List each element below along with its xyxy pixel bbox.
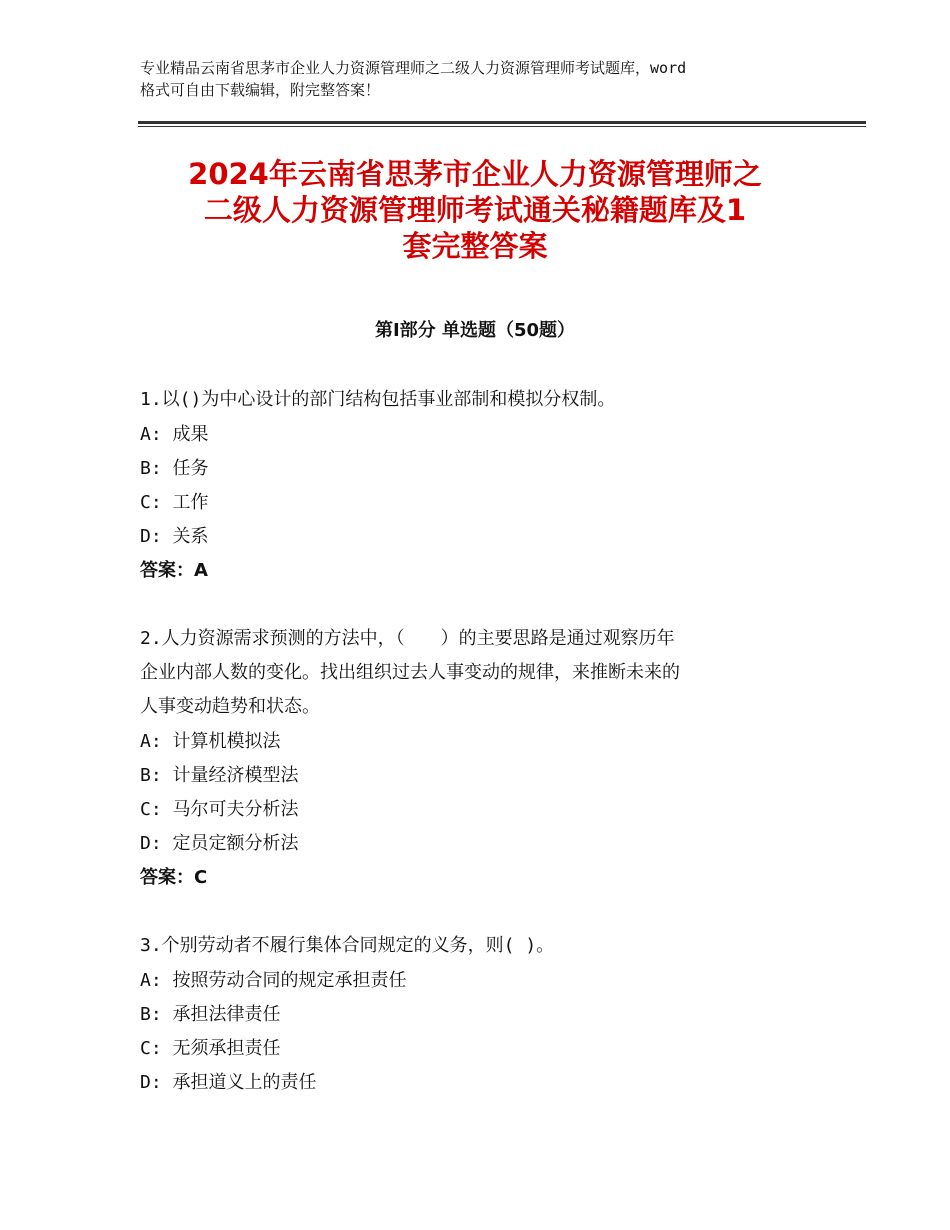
header-note-line: 专业精品云南省思茅市企业人力资源管理师之二级人力资源管理师考试题库，word <box>140 59 687 77</box>
question-stem: 1.以()为中心设计的部门结构包括事业部制和模拟分权制。 <box>140 389 616 410</box>
option-b: B: 计量经济模型法 <box>140 765 299 786</box>
option-c: C: 马尔可夫分析法 <box>140 799 299 820</box>
option-a: A: 按照劳动合同的规定承担责任 <box>140 970 407 991</box>
question-stem: 企业内部人数的变化。找出组织过去人事变动的规律，来推断未来的 <box>140 662 680 683</box>
question-stem: 人事变动趋势和状态。 <box>140 696 320 717</box>
header-note-line: 格式可自由下载编辑，附完整答案！ <box>140 81 381 99</box>
option-d: D: 定员定额分析法 <box>140 833 299 854</box>
option-c: C: 无须承担责任 <box>140 1038 281 1059</box>
header-divider <box>138 121 866 124</box>
title-line: 2024年云南省思茅市企业人力资源管理师之 <box>188 157 762 191</box>
answer-label: 答案：C <box>140 867 208 888</box>
option-c: C: 工作 <box>140 492 209 513</box>
option-a: A: 计算机模拟法 <box>140 731 281 752</box>
option-b: B: 任务 <box>140 458 209 479</box>
option-b: B: 承担法律责任 <box>140 1004 281 1025</box>
header-divider-thin <box>138 126 866 127</box>
option-d: D: 关系 <box>140 526 209 547</box>
section-heading: 第Ⅰ部分 单选题（50题） <box>374 320 575 341</box>
answer-label: 答案：A <box>140 560 208 581</box>
question-stem: 3.个别劳动者不履行集体合同规定的义务，则( )。 <box>140 935 555 956</box>
title-line: 二级人力资源管理师考试通关秘籍题库及1 <box>203 193 747 227</box>
question-stem: 2.人力资源需求预测的方法中，（ ）的主要思路是通过观察历年 <box>140 628 675 649</box>
header-note <box>140 57 830 101</box>
option-d: D: 承担道义上的责任 <box>140 1072 317 1093</box>
title-line: 套完整答案 <box>402 229 548 263</box>
option-a: A: 成果 <box>140 424 209 445</box>
document-title <box>120 156 830 264</box>
